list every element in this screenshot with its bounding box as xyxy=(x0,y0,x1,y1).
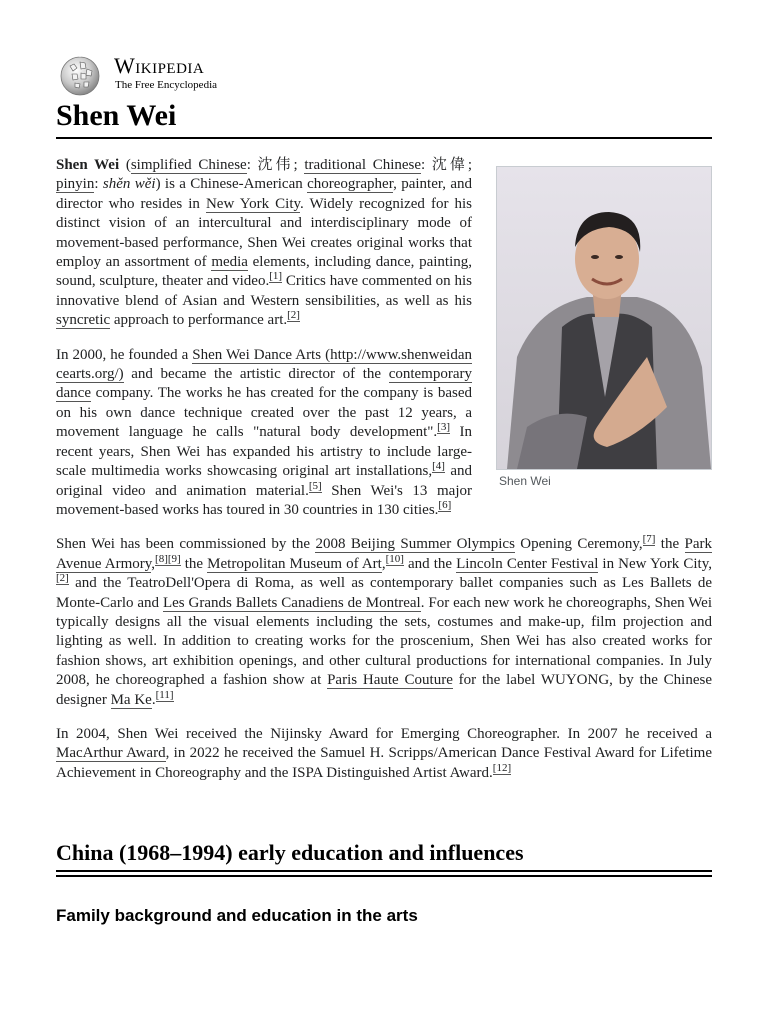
reference-6[interactable] xyxy=(438,499,451,512)
reference-10[interactable] xyxy=(386,553,404,566)
text: the xyxy=(180,555,208,572)
text: for the label WUYONG, by the Chinese designer xyxy=(56,672,713,708)
section-divider xyxy=(56,870,712,872)
text: Shen Wei has been commissioned by the xyxy=(56,536,316,553)
text: and became the artistic director of the xyxy=(123,366,389,383)
link-new-york-city[interactable]: New York City xyxy=(205,195,301,212)
portrait-photo[interactable] xyxy=(496,166,712,470)
link-beijing-olympics[interactable]: 2008 Beijing Summer Olympics xyxy=(315,536,515,553)
reference-link[interactable]: [6] xyxy=(438,498,452,511)
reference-12[interactable] xyxy=(493,762,511,775)
text: Opening Ceremony, xyxy=(514,536,643,553)
reference-link[interactable]: [8] xyxy=(155,552,168,565)
link-syncretic[interactable]: syncretic xyxy=(56,312,111,329)
reference-1[interactable] xyxy=(269,270,282,283)
infobox-figure xyxy=(496,166,712,488)
reference-link[interactable]: [2] xyxy=(287,309,300,322)
reference-4[interactable] xyxy=(432,460,445,473)
text: ( xyxy=(119,157,131,173)
link-paris-haute-couture[interactable]: Paris Haute Couture xyxy=(327,672,453,689)
text: . Widely recognized for his distinct vision of an intercultural and interdisciplinary mode of movement-based performance, Shen Wei creates original works that employ an assortment of xyxy=(56,195,472,271)
text: company. The works he has created for the company is based on his own dance technique created over the past 12 years, a movement language he calls "natural body development". xyxy=(56,385,472,441)
reference-9[interactable] xyxy=(168,553,181,566)
reference-link[interactable]: [7] xyxy=(642,533,656,546)
text: . xyxy=(151,691,156,708)
text: ) is a Chinese-American xyxy=(155,176,308,193)
link-grands-ballets[interactable]: Les Grands Ballets Canadiens de Montreal xyxy=(162,594,421,611)
awards-paragraph xyxy=(56,725,712,783)
link-shen-wei-dance-arts[interactable]: Shen Wei Dance Arts (http://www.shenweidancearts.org/) xyxy=(56,346,472,383)
text: approach to performance art. xyxy=(110,312,288,329)
reference-link[interactable]: [2] xyxy=(56,572,69,585)
link-media[interactable]: media xyxy=(211,254,248,271)
link-traditional-chinese[interactable]: traditional Chinese xyxy=(304,157,422,173)
text: and original video and animation material. xyxy=(56,463,472,499)
reference-8[interactable] xyxy=(155,553,168,566)
text: , in 2022 he received the Samuel H. Scripps/American Dance Festival Award for Lifetime Achievement in Choreography and the ISPA Distinguished Artist Award. xyxy=(56,745,712,781)
wikipedia-globe-icon xyxy=(56,54,104,96)
reference-2b[interactable] xyxy=(56,572,69,585)
text: In 2004, Shen Wei received the Nijinsky Award for Emerging Choreographer. In 2007 he received a xyxy=(56,725,712,742)
wikipedia-wordmark: Wikipedia xyxy=(114,53,205,78)
wikipedia-logo[interactable] xyxy=(56,52,256,96)
link-ma-ke[interactable]: Ma Ke xyxy=(110,691,152,708)
link-pinyin[interactable]: pinyin xyxy=(56,176,95,193)
text: . For each new work he choreographs, Shen Wei typically designs all the visual elements including the sets, costumes and make-up, film projection and lighting as well. In addition to creating works for the proscenium, Shen Wei has also created works for fashion shows, art exhibition openings, and other cultural productions for international companies. In July 2008, he choreographed a fashion show at xyxy=(56,594,713,689)
reference-7[interactable] xyxy=(643,533,656,546)
commissions-paragraph xyxy=(56,535,712,710)
text: in New York City, xyxy=(598,555,712,572)
page-title: Shen Wei xyxy=(56,99,177,132)
article-body xyxy=(56,156,712,798)
subsection-heading: Family background and education in the arts xyxy=(56,906,418,925)
reference-11[interactable] xyxy=(156,689,174,702)
photo-caption: Shen Wei xyxy=(499,474,551,488)
subject-name: Shen Wei xyxy=(56,157,120,173)
reference-link[interactable]: [9] xyxy=(167,552,181,565)
text: Critics have commented on his innovative blend of Asian and Western sensibilities, as well as his xyxy=(56,273,473,309)
reference-link[interactable]: [5] xyxy=(308,479,322,492)
title-divider xyxy=(56,137,712,139)
text: In recent years, Shen Wei has expanded his artistry to include large-scale multimedia works showcasing original art installations, xyxy=(56,424,472,480)
text: In 2000, he founded a xyxy=(56,346,193,363)
wikipedia-tagline: The Free Encyclopedia xyxy=(115,79,218,91)
text: , xyxy=(151,555,156,572)
text: , painter, and director who resides in xyxy=(56,176,473,212)
text: : 沈伟; xyxy=(246,157,305,173)
text: : xyxy=(94,176,103,193)
link-contemporary-dance[interactable]: contemporary dance xyxy=(56,366,472,402)
link-lincoln-center-festival[interactable]: Lincoln Center Festival xyxy=(456,555,599,572)
link-metropolitan-museum[interactable]: Metropolitan Museum of Art xyxy=(207,555,382,572)
section-divider-secondary xyxy=(56,875,712,877)
pinyin-text: shěn wěi xyxy=(102,176,156,193)
reference-link[interactable]: [11] xyxy=(155,688,174,701)
text: Shen Wei's 13 major movement-based works has toured in 30 countries in 130 cities. xyxy=(56,482,472,518)
reference-link[interactable]: [3] xyxy=(437,421,450,434)
link-simplified-chinese[interactable]: simplified Chinese xyxy=(130,157,247,173)
reference-link[interactable]: [4] xyxy=(432,460,445,473)
link-choreographer[interactable]: choreographer xyxy=(307,176,394,193)
reference-link[interactable]: [10] xyxy=(385,552,404,565)
reference-5[interactable] xyxy=(309,480,322,493)
text: and the TeatroDell'Opera di Roma, as well as contemporary ballet companies such as Les Ballets de Monte-Carlo and xyxy=(56,575,712,611)
reference-link[interactable]: [1] xyxy=(269,270,283,283)
reference-link[interactable]: [12] xyxy=(492,761,512,774)
text: and the xyxy=(403,555,457,572)
link-park-avenue-armory[interactable]: Park Avenue Armory xyxy=(56,536,713,572)
link-macarthur-award[interactable]: MacArthur Award xyxy=(56,745,166,762)
reference-2[interactable] xyxy=(287,309,300,322)
section-heading: China (1968–1994) early education and influences xyxy=(56,840,524,865)
reference-3[interactable] xyxy=(437,421,450,434)
text: , xyxy=(381,555,386,572)
text: elements, including dance, painting, sound, sculpture, theater and video. xyxy=(56,254,472,290)
text: : 沈偉; xyxy=(421,157,472,173)
text: the xyxy=(655,536,685,553)
